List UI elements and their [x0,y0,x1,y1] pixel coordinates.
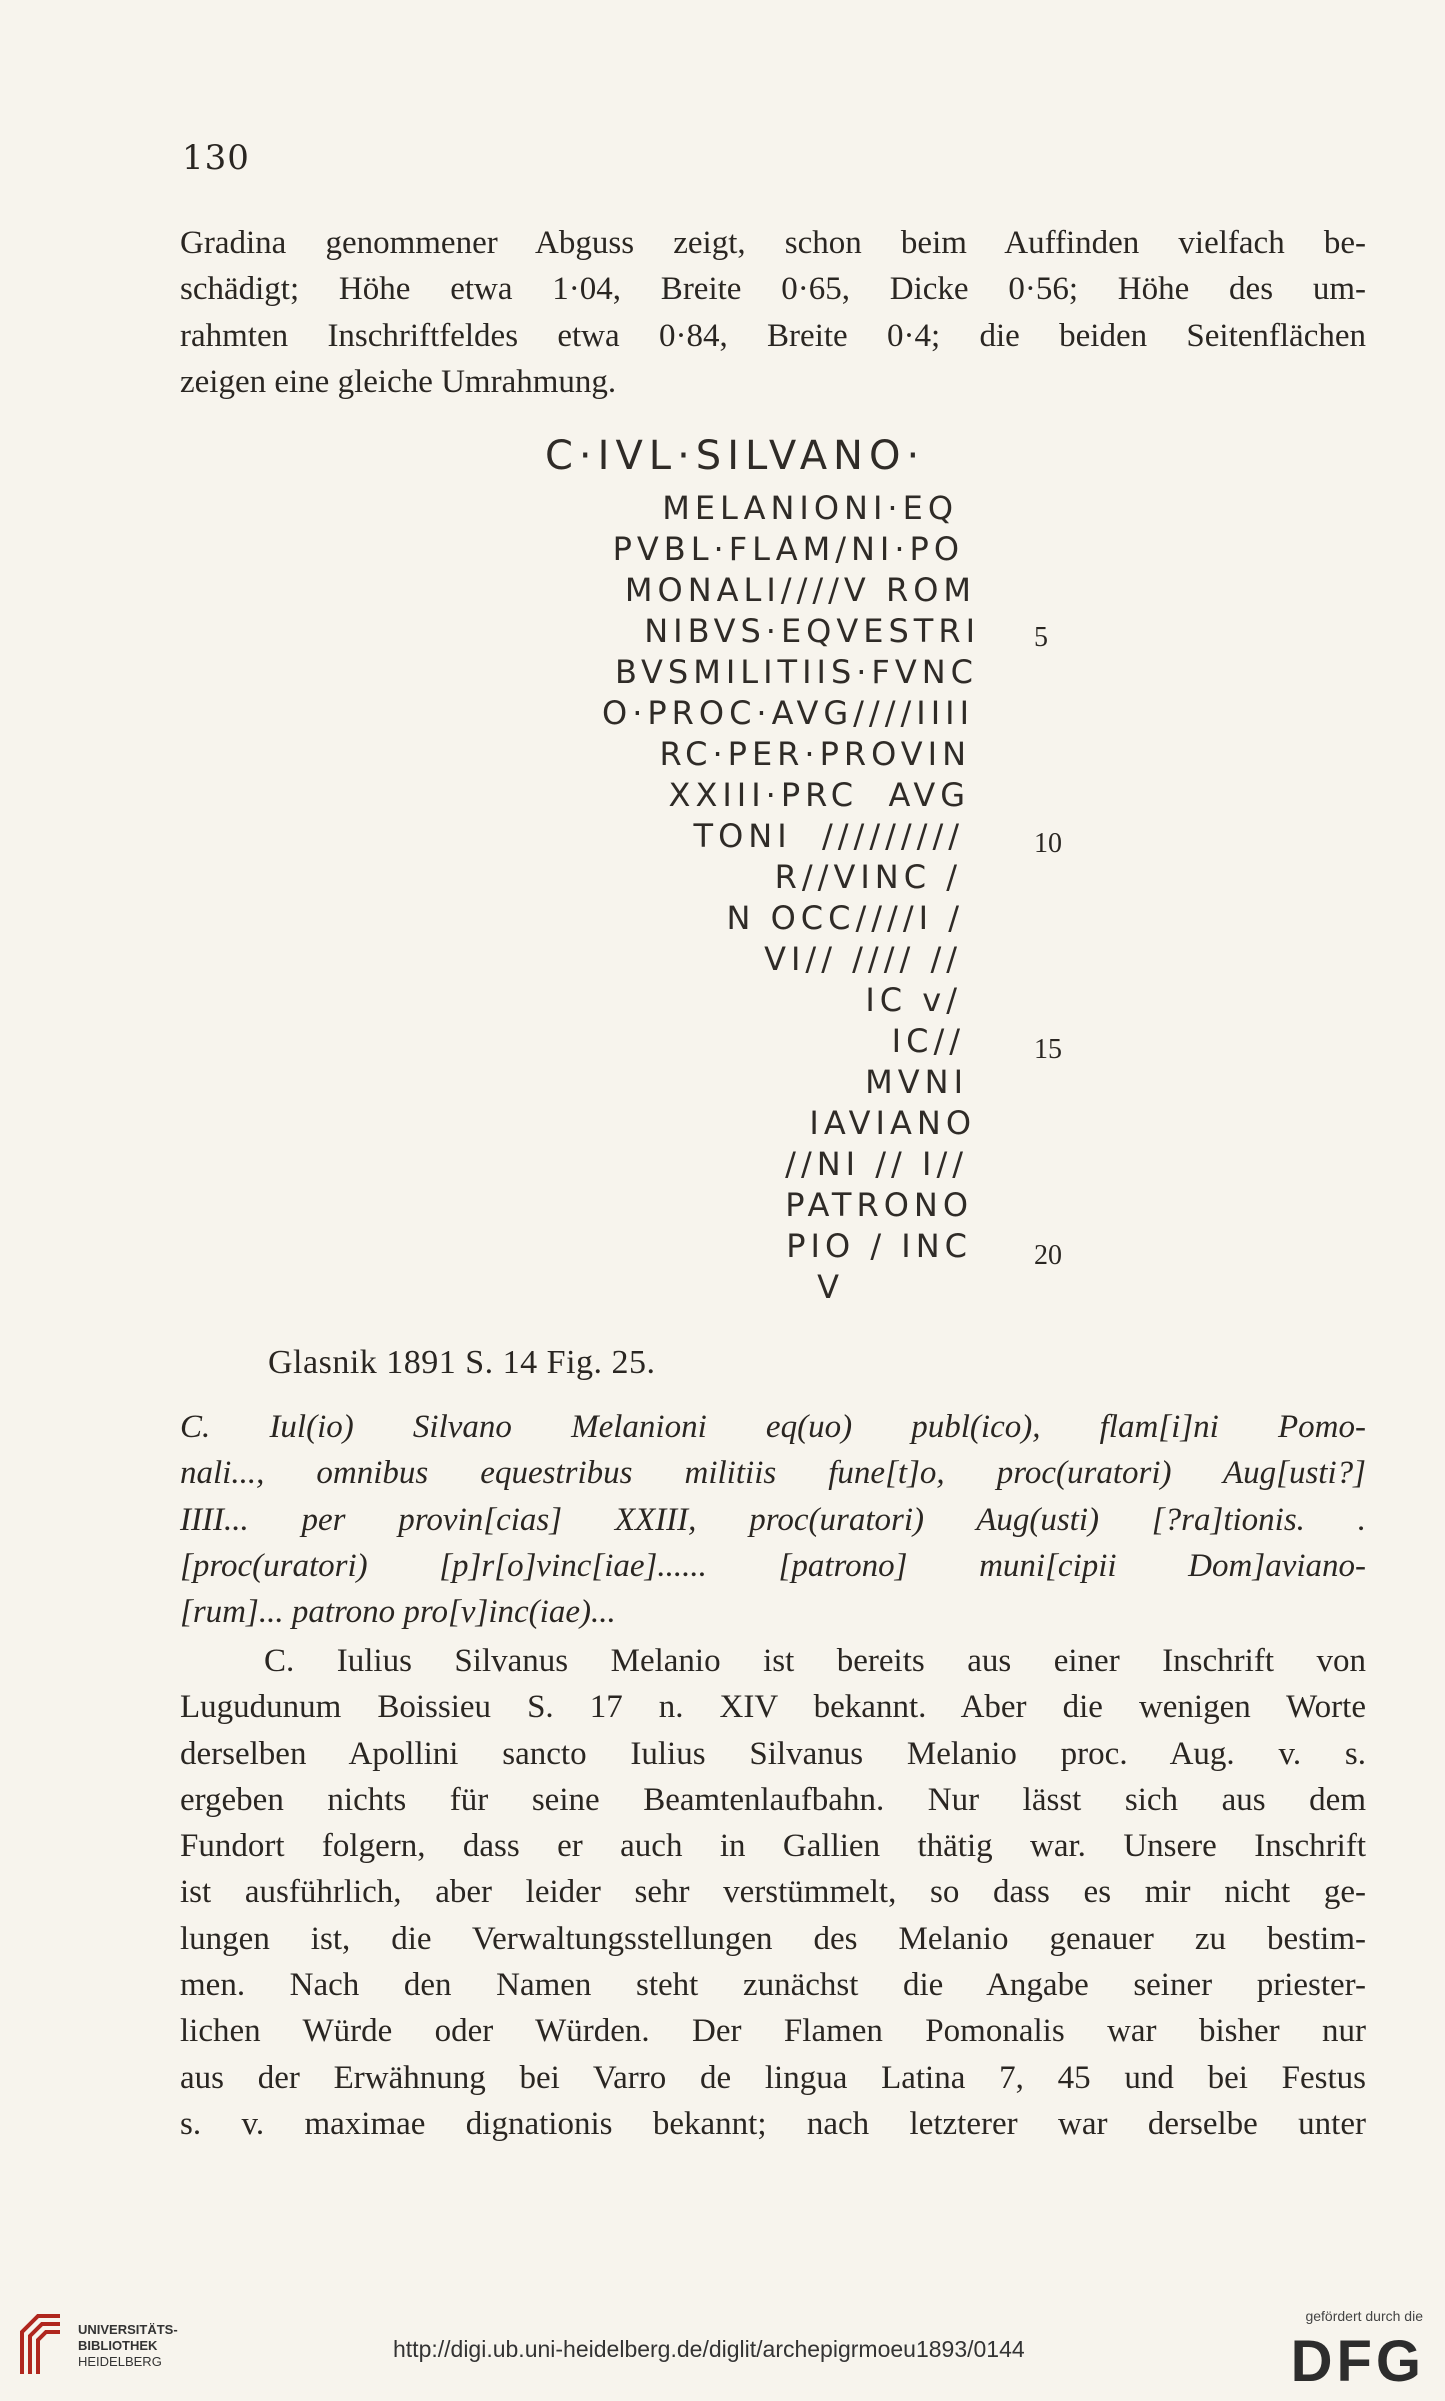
footer-bar [0,2300,1445,2401]
funding-text: gefördert durch die [1305,2308,1423,2324]
translation-line: C. Iul(io) Silvano Melanioni eq(uo) publ(ico), flam[i]ni Pomo- [180,1409,1366,1445]
inscription-line: PIO / INC [786,1227,972,1265]
library-logo-icon [16,2310,66,2380]
commentary-line: s. v. maximae dignationis bekannt; nach letzterer war derselbe unter [180,2105,1366,2142]
permalink[interactable]: http://digi.ub.uni-heidelberg.de/diglit/archepigrmoeu1893/0144 [393,2336,1025,2362]
translation-paragraph [180,1404,1366,1635]
inscription-line: PVBL·FLAM/NI·PO [612,530,964,568]
commentary-line: Fundort folgern, dass er auch in Gallien thätig war. Unsere Inschrift [180,1828,1366,1865]
inscription-line: NIBVS·EQVESTRI [644,612,980,650]
inscription-line: IC// [891,1022,965,1060]
translation-line: nali..., omnibus equestribus militiis fune[t]o, proc(uratori) Aug[usti?] [180,1455,1366,1492]
intro-line: Gradina genommener Abguss zeigt, schon beim Auffinden vielfach be- [180,225,1366,261]
commentary-line: C. Iulius Silvanus Melanio ist bereits aus einer Inschrift von [264,1643,1366,1679]
inscription-line: XXIII·PRC AVG [668,776,970,814]
inscription-line: IC v/ [865,981,962,1019]
inscription-line: //NI // I// [785,1145,968,1183]
line-number: 5 [1034,622,1048,653]
commentary-line: ergeben nichts für seine Beamtenlaufbahn. Nur lässt sich aus dem [180,1781,1366,1818]
inscription-line: O·PROC·AVG////IIII [602,694,974,732]
line-number: 15 [1034,1034,1062,1065]
library-name-line: UNIVERSITÄTS- [78,2322,178,2337]
inscription-line: V [817,1268,844,1306]
library-name-line: BIBLIOTHEK [78,2338,158,2353]
intro-line: rahmten Inschriftfeldes etwa 0·84, Breite 0·4; die beiden Seitenflächen [180,317,1366,354]
inscription-line: C·IVL·SILVANO· [545,433,926,479]
line-number: 20 [1034,1240,1062,1271]
library-name [78,2322,178,2370]
inscription-line: VI// //// // [764,940,962,978]
commentary-line: Lugudunum Boissieu S. 17 n. XIV bekannt. Aber die wenigen Worte [180,1689,1366,1726]
inscription-line: IAVIANO [809,1104,976,1142]
intro-line: schädigt; Höhe etwa 1·04, Breite 0·65, Dicke 0·56; Höhe des um- [180,271,1366,308]
inscription-line: MONALI////V ROM [624,571,976,609]
intro-paragraph [180,220,1366,405]
commentary-line: men. Nach den Namen steht zunächst die Angabe seiner priester- [180,1967,1366,2004]
line-number: 10 [1034,828,1062,859]
dfg-logo: DFG [1290,2329,1425,2394]
commentary-line: aus der Erwähnung bei Varro de lingua Latina 7, 45 und bei Festus [180,2059,1366,2096]
inscription-line: MVNI [865,1063,968,1101]
commentary-paragraph [180,1638,1366,2147]
inscription-line: TONI ///////// [693,817,964,855]
commentary-line: lichen Würde oder Würden. Der Flamen Pomonalis war bisher nur [180,2013,1366,2050]
inscription-line: RC·PER·PROVIN [659,735,971,773]
commentary-line: derselben Apollini sancto Iulius Silvanus Melanio proc. Aug. v. s. [180,1735,1366,1772]
commentary-line: ist ausführlich, aber leider sehr verstümmelt, so dass es mir nicht ge- [180,1874,1366,1911]
inscription-line: MELANIONI·EQ [662,489,958,527]
translation-line: IIII... per provin[cias] XXIII, proc(uratori) Aug(usti) [?ra]tionis. . [180,1501,1366,1538]
inscription-line: R//VINC / [774,858,962,896]
inscription-line: BVSMILITIIS·FVNC [615,653,978,691]
inscription-line: PATRONO [785,1186,973,1224]
intro-line: zeigen eine gleiche Umrahmung. [180,363,617,400]
source-citation: Glasnik 1891 S. 14 Fig. 25. [268,1344,656,1381]
library-name-line: HEIDELBERG [78,2354,162,2369]
translation-line: [proc(uratori) [p]r[o]vinc[iae]...... [patrono] muni[cipii Dom]aviano- [180,1547,1366,1584]
page-number: 130 [182,138,250,178]
inscription-line: N OCC////I / [726,899,964,937]
commentary-line: lungen ist, die Verwaltungsstellungen des Melanio genauer zu bestim- [180,1920,1366,1957]
translation-line: [rum]... patrono pro[v]inc(iae)... [180,1594,616,1631]
